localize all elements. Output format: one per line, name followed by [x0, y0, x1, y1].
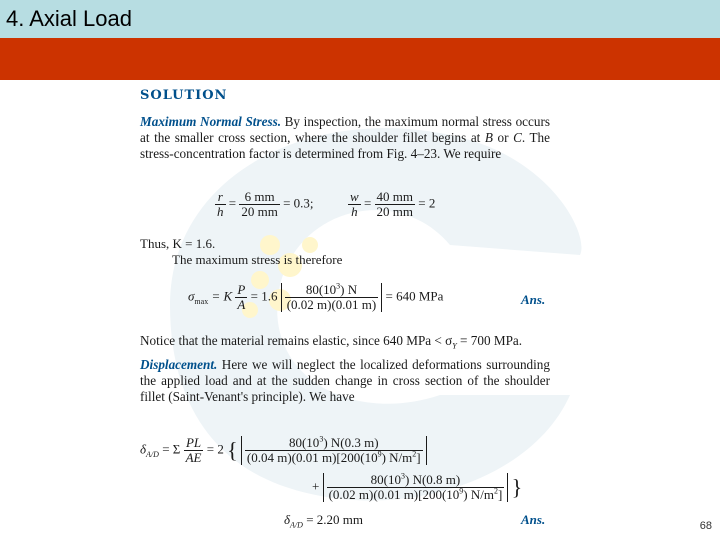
displacement-lead: Displacement. [140, 357, 218, 372]
twenty-mm-2: 20 mm [376, 204, 414, 219]
elastic-text: Notice that the material remains elastic, since 640 MPa < σ [140, 333, 453, 348]
r-symbol: r [215, 190, 226, 205]
delta-symbol: δ [140, 441, 147, 457]
stress-result: = 640 MPa [385, 288, 444, 304]
r-ratio-result: = 0.3; [283, 195, 314, 211]
sum-symbol: = Σ [162, 441, 181, 457]
thus-k: Thus, K = 1.6. [140, 236, 216, 251]
elastic-end: = 700 MPa. [456, 333, 523, 348]
displacement-equation-line1: $\delta_{A/D} = \Sigma$ $\frac{PL}{AE}$ = 2 { $\frac{80(10^3) N(0.3 m)}{(0.04 m)(0.01 m)[200(10^9) N/m^2]}$ [140, 436, 427, 465]
term1-load: 80(10 [288, 435, 320, 450]
yield-subscript: Y [452, 341, 457, 351]
term2-length: ) N(0.8 m) [405, 472, 461, 487]
k-factor: = K [211, 288, 233, 304]
term1-exp: 3 [319, 434, 324, 444]
ae-symbol: AE [185, 450, 202, 465]
title-bar [0, 0, 720, 38]
term2-unit-exp: 2 [494, 486, 498, 496]
elastic-note [140, 333, 550, 405]
delta-symbol-2: δ [284, 512, 291, 527]
k-value: = 1.6 [250, 288, 278, 304]
sigma-symbol: σ [188, 288, 195, 304]
max-subscript: max [194, 297, 209, 307]
header-band [0, 38, 720, 80]
displacement-text: Here we will neglect the localized deformations surrounding the applied load and at the sudden change in cross section of the shoulder fillet (Saint-Venant's principle). We have [140, 357, 550, 404]
ad-subscript: A/D [146, 450, 159, 460]
h-symbol-2: h [351, 204, 358, 219]
load-unit: ) N [340, 282, 358, 297]
term1-close: ] [416, 450, 421, 465]
elastic-paragraph [140, 333, 550, 349]
max-stress-equation [188, 283, 443, 312]
point-c: C [513, 130, 522, 145]
twenty-mm: 20 mm [241, 204, 278, 219]
page-number: 68 [699, 520, 712, 532]
term2-close: ] [498, 487, 503, 502]
answer-label-1: Ans. [521, 292, 546, 307]
displacement-equation-line2: + $\frac{80(10^3) N(0.8 m)}{(0.02 m)(0.01 m)[200(10^9) N/m^2]}$ } [312, 471, 523, 502]
solution-heading: SOLUTION [140, 88, 228, 103]
stress-text: By inspection, the maximum normal stress occurs at the smaller cross section, where the shoulder fillet begins at [140, 114, 550, 145]
term1-modulus-exp: 9 [377, 449, 382, 459]
a-symbol: A [237, 297, 246, 312]
term1-area: (0.04 m)(0.01 m)[200(10 [246, 450, 378, 465]
p-symbol: P [237, 282, 246, 297]
two-factor: = 2 [206, 441, 224, 457]
paragraph-displacement [140, 357, 550, 405]
term2-load: 80(10 [370, 472, 402, 487]
slide-title: 4. Axial Load [6, 6, 132, 31]
term1-unit-exp: 2 [412, 449, 417, 459]
paragraph-stress [140, 114, 550, 162]
pl-symbol: PL [184, 436, 204, 451]
max-stress-intro: The maximum stress is therefore [172, 252, 343, 267]
w-ratio-result: = 2 [418, 195, 436, 211]
answer-label-2: Ans. [521, 512, 546, 527]
w-symbol: w [350, 189, 359, 204]
load-value: 80(10 [305, 282, 337, 297]
plus-sign: + [312, 478, 320, 494]
stress-text-2: . The stress-concentration factor is determined from Fig. 4–23. We require [140, 130, 550, 161]
displacement-result [284, 512, 363, 528]
max-stress-lead: Maximum Normal Stress. [140, 114, 281, 129]
term2-unit: ) N/m [463, 487, 494, 502]
term2-area: (0.02 m)(0.01 m)[200(10 [328, 487, 460, 502]
point-b: B [484, 130, 493, 145]
term2-exp: 3 [401, 471, 406, 481]
term1-unit: ) N/m [381, 450, 413, 465]
load-exponent: 3 [336, 281, 341, 291]
term2-modulus-exp: 9 [459, 486, 464, 496]
ratio-equation: $\frac{r}{h}$ = $\frac{6 mm}{20 mm}$ = 0.3; $\frac{w}{h}$ = $\frac{40 mm}{20 mm}$ = 2 [217, 189, 436, 219]
ad-subscript-2: A/D [290, 520, 303, 530]
displacement-value: = 2.20 mm [306, 512, 363, 527]
area-value: (0.02 m)(0.01 m) [286, 297, 377, 312]
forty-mm: 40 mm [376, 189, 414, 204]
solution-content [140, 84, 550, 162]
or-text: or [492, 130, 514, 145]
term1-length: ) N(0.3 m) [323, 435, 379, 450]
h-symbol: h [217, 204, 224, 219]
six-mm: 6 mm [239, 190, 279, 205]
